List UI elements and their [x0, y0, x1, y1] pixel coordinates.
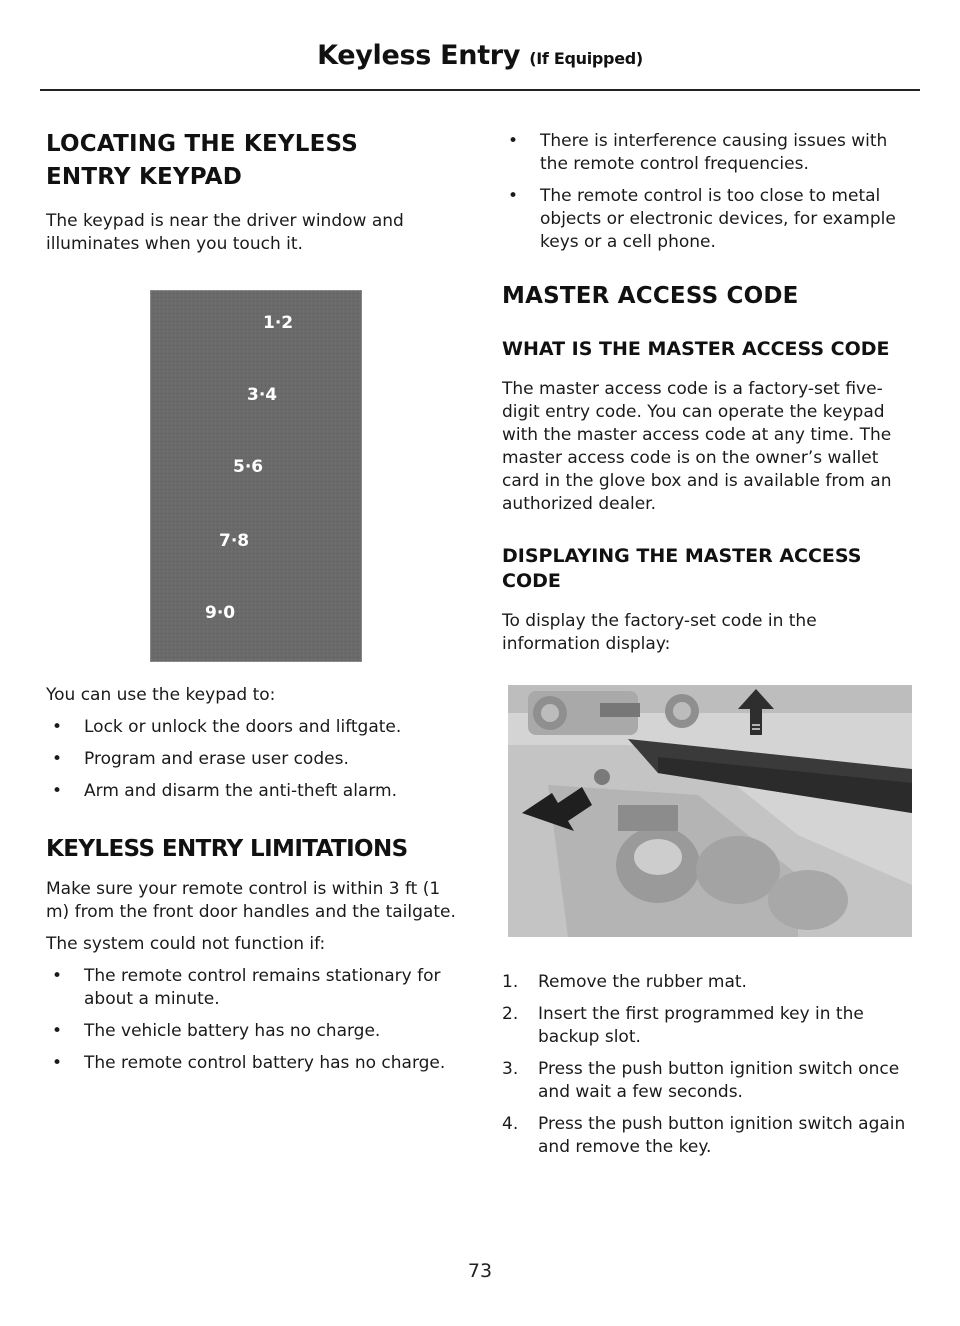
subheading-what-is-master-code: WHAT IS THE MASTER ACCESS CODE — [502, 338, 890, 360]
section-heading-limitations: KEYLESS ENTRY LIMITATIONS — [46, 836, 408, 862]
list-item: • There is interference causing issues with the remote control frequencies. — [508, 131, 888, 174]
page-number: 73 — [467, 1260, 493, 1282]
keypad-key-5-6: 5·6 — [233, 457, 264, 477]
keypad-key-1-2: 1·2 — [263, 313, 294, 333]
page-header — [0, 40, 960, 71]
list-item: • Lock or unlock the doors and liftgate. — [52, 717, 402, 737]
list-item: • Arm and disarm the anti-theft alarm. — [52, 781, 397, 801]
display-code-intro: To display the factory-set code in the information display: — [502, 611, 817, 654]
right-column — [502, 130, 920, 1159]
keypad-key-9-0: 9·0 — [205, 603, 236, 623]
keypad-key-7-8: 7·8 — [219, 531, 250, 551]
list-item: 3. Press the push button ignition switch once and wait a few seconds. — [502, 1059, 900, 1102]
list-item: 4. Press the push button ignition switch again and remove the key. — [502, 1114, 906, 1157]
list-item: • Program and erase user codes. — [52, 749, 349, 769]
list-item: 2. Insert the first programmed key in the backup slot. — [502, 1004, 864, 1047]
list-item: • The vehicle battery has no charge. — [52, 1021, 381, 1041]
function-intro: The system could not function if: — [46, 934, 326, 954]
list-item: • The remote control remains stationary for about a minute. — [52, 966, 441, 1009]
keypad-key-3-4: 3·4 — [247, 385, 278, 405]
keypad-uses-list — [46, 716, 466, 803]
list-item: • The remote control battery has no charge. — [52, 1053, 446, 1073]
display-code-steps — [502, 971, 920, 1159]
keypad-uses-intro: You can use the keypad to: — [46, 685, 276, 705]
master-code-description: The master access code is a factory-set five-digit entry code. You can operate the keypad with the master access code at any time. The master access code is on the owner’s wallet card in the glove box and is available from an authorized dealer. — [502, 379, 892, 514]
limitations-text: Make sure your remote control is within 3 ft (1 m) from the front door handles and the tailgate. — [46, 879, 456, 922]
keypad-illustration — [150, 290, 362, 662]
list-item: 1. Remove the rubber mat. — [502, 972, 747, 992]
subheading-displaying-master-code: DISPLAYING THE MASTER ACCESS CODE — [502, 545, 862, 592]
console-illustration — [508, 685, 912, 937]
header-subtitle: (If Equipped) — [529, 49, 643, 68]
center-console-graphic — [508, 685, 912, 937]
header-divider — [40, 89, 920, 91]
keypad-location-text: The keypad is near the driver window and illuminates when you touch it. — [46, 211, 404, 254]
function-conditions-list-continued — [502, 130, 920, 254]
section-heading-locating: LOCATING THE KEYLESS ENTRY KEYPAD — [46, 131, 358, 190]
function-conditions-list — [46, 965, 466, 1075]
left-column — [46, 128, 466, 1075]
section-heading-master-access: MASTER ACCESS CODE — [502, 283, 799, 309]
list-item: • The remote control is too close to metal objects or electronic devices, for example keys or a cell phone. — [508, 186, 896, 252]
header-title: Keyless Entry — [317, 40, 521, 71]
